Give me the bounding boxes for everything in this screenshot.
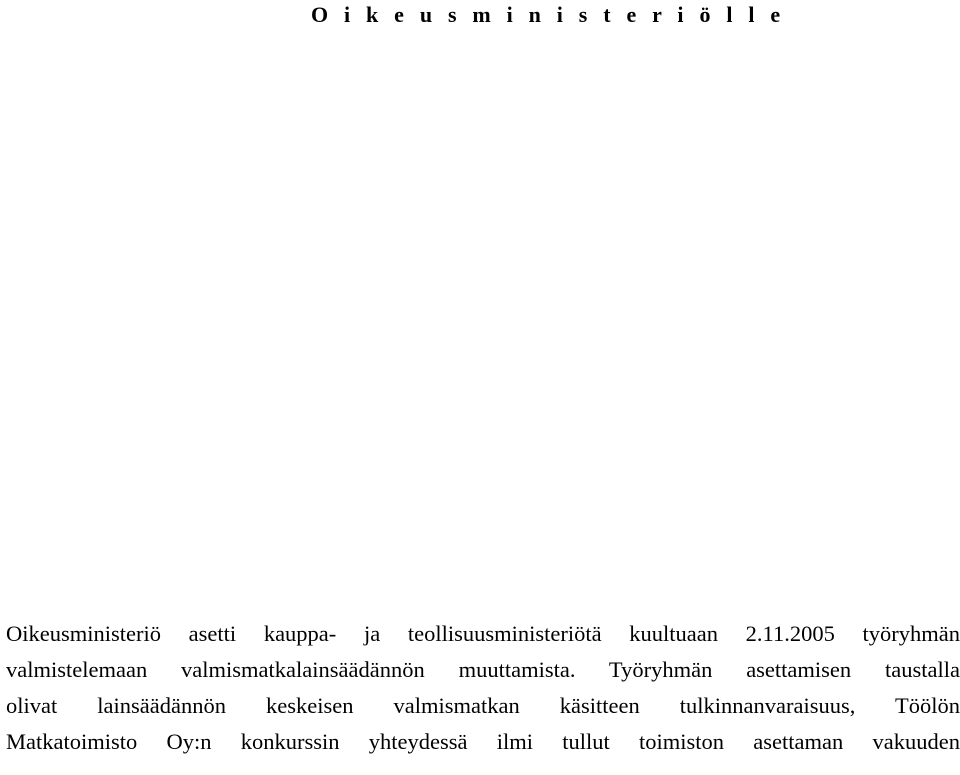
paragraph-line: Oikeusministeriö asetti kauppa- ja teollisuusministeriötä kuultuaan 2.11.2005 työryhmän [6, 621, 960, 646]
paragraph-line: valmistelemaan valmismatkalainsäädännön muuttamista. Työryhmän asettamisen taustalla [6, 657, 960, 682]
paragraph-line: Matkatoimisto Oy:n konkurssin yhteydessä ilmi tullut toimiston asettaman vakuuden [6, 729, 960, 754]
addressee-heading: O i k e u s m i n i s t e r i ö l l e [311, 2, 786, 27]
body-paragraph [6, 616, 960, 760]
paragraph-line: olivat lainsäädännön keskeisen valmismatkan käsitteen tulkinnanvaraisuus, Töölön [6, 693, 960, 718]
